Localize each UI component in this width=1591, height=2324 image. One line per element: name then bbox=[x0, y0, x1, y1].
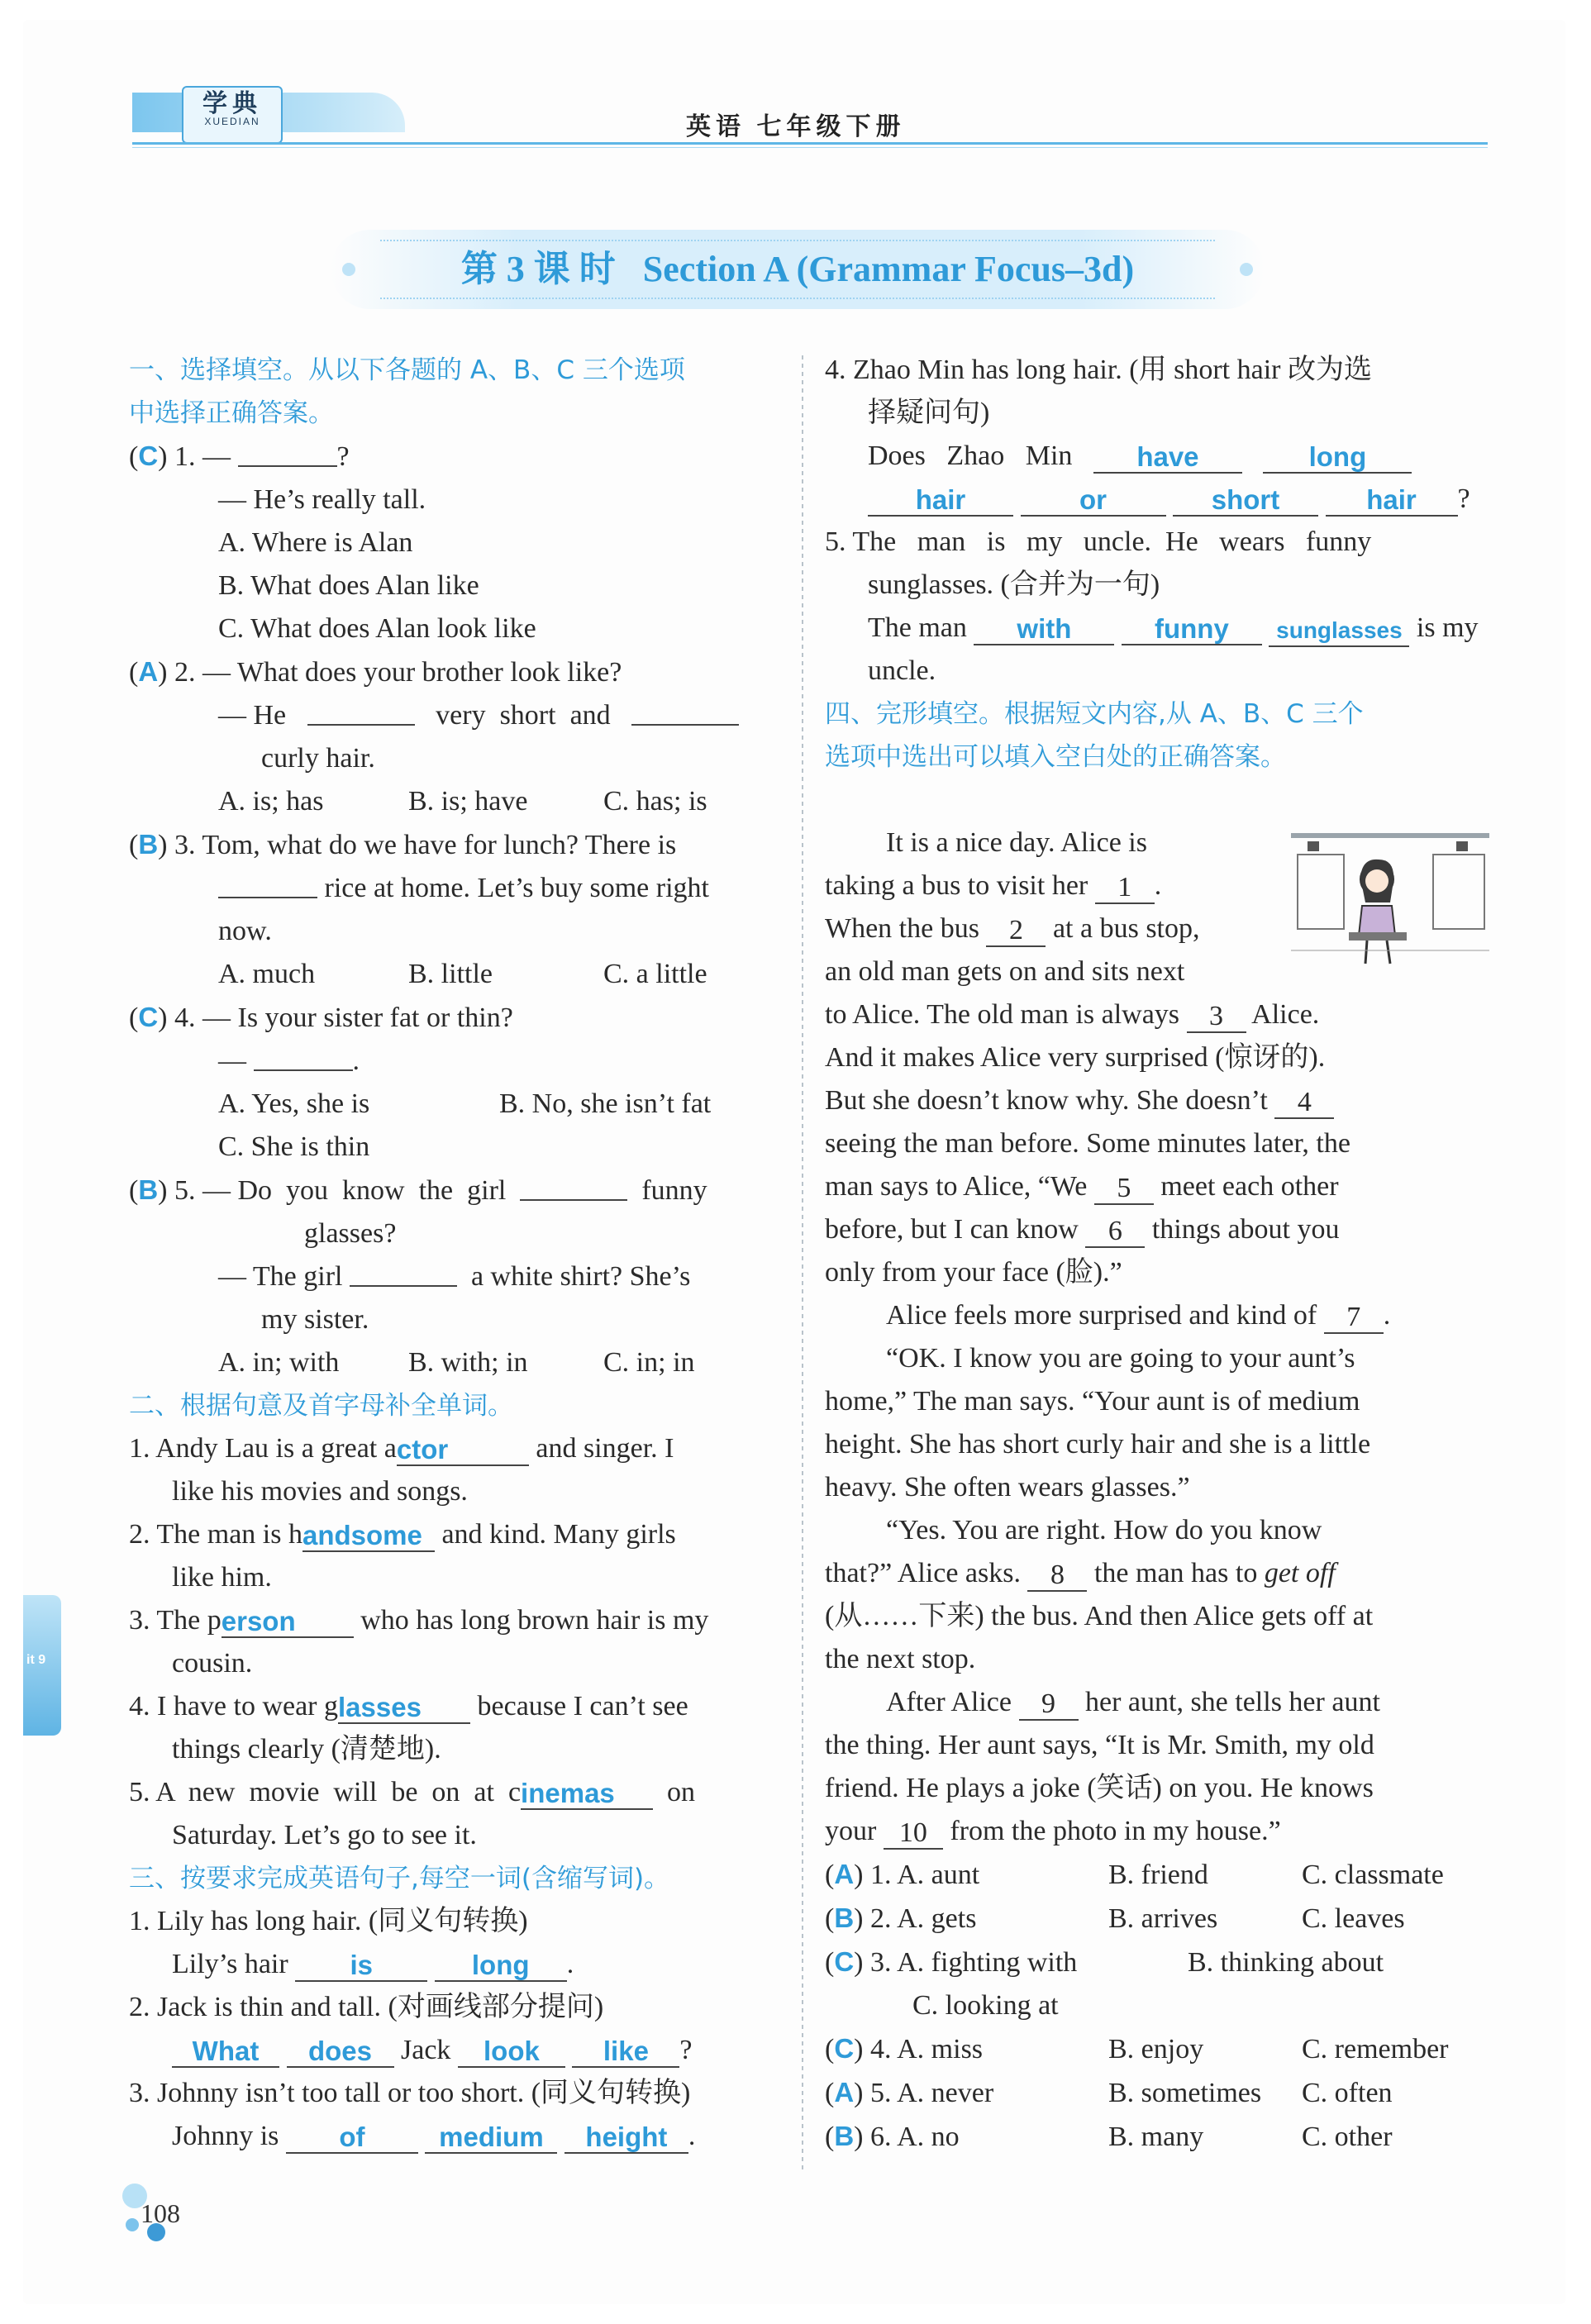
answer-blank[interactable]: like bbox=[572, 2036, 679, 2068]
answer-blank[interactable] bbox=[350, 1255, 457, 1287]
question-2: (A) 2. — What does your brother look like? bbox=[129, 656, 622, 688]
header-rule bbox=[132, 142, 1488, 145]
answer-blank[interactable] bbox=[238, 436, 337, 467]
answer-blank[interactable]: long bbox=[1263, 442, 1412, 474]
option-b: B. is; have bbox=[408, 786, 528, 817]
dot-decoration bbox=[342, 263, 355, 276]
option-c: C. What does Alan look like bbox=[218, 613, 536, 644]
cloze-blank[interactable]: 10 bbox=[884, 1818, 943, 1850]
option-a: A. in; with bbox=[218, 1347, 340, 1378]
bus-rail bbox=[1291, 833, 1489, 838]
cloze-blank[interactable]: 1 bbox=[1095, 873, 1155, 904]
answer-blank[interactable]: or bbox=[1021, 485, 1166, 517]
bus-passenger-illustration bbox=[1291, 826, 1489, 967]
answer-blank[interactable]: andsome bbox=[302, 1521, 435, 1552]
option-a: A. is; has bbox=[218, 786, 324, 817]
answer-blank[interactable] bbox=[631, 694, 739, 726]
rewrite-item-3: 3. Johnny isn’t too tall or too short. (同义句转换) bbox=[129, 2078, 691, 2108]
rewrite-item-4: 4. Zhao Min has long hair. (用 short hair 改为选 bbox=[825, 355, 1372, 385]
answer-blank[interactable] bbox=[307, 694, 415, 726]
unit-side-tab: it 9 bbox=[23, 1595, 61, 1736]
girl-legs bbox=[1365, 941, 1390, 964]
dialogue-reply: — He’s really tall. bbox=[218, 484, 426, 515]
answer-blank[interactable]: lasses bbox=[338, 1693, 470, 1724]
cloze-option-row: (B) 6. A. no B. many C. other bbox=[825, 2121, 1393, 2152]
answer-mark: C bbox=[138, 441, 159, 471]
cloze-options: (A) 1. A. aunt B. friend C. classmate (B) 2. A. gets B. arrives C. leaves (C) 3. A. fighting with B. thinking about C. looking at (C) 4. A. miss B. enjoy C. remember (A) 5. A. never B. sometimes C. often (B) 6. A. no B. many C. other bbox=[825, 1853, 1488, 2159]
answer-blank[interactable]: long bbox=[435, 1950, 567, 1982]
girl-body bbox=[1359, 906, 1395, 936]
bus-window bbox=[1433, 855, 1484, 929]
rewrite-item-2: 2. Jack is thin and tall. (对画线部分提问) bbox=[129, 1992, 604, 2022]
cloze-blank[interactable]: 9 bbox=[1019, 1689, 1079, 1721]
cloze-option-row: (B) 2. A. gets B. arrives C. leaves bbox=[825, 1903, 1405, 1934]
bubble-decoration bbox=[126, 2218, 139, 2231]
answer-mark: C bbox=[138, 1002, 159, 1032]
word-item-3: 3. The person who has long brown hair is my bbox=[129, 1605, 709, 1636]
option-b: B. No, she isn’t fat bbox=[499, 1088, 712, 1119]
answer-mark: B bbox=[138, 1174, 159, 1205]
question-5: (B) 5. — Do you know the girl funny bbox=[129, 1169, 790, 1212]
header-rule-thin bbox=[132, 147, 1488, 148]
answer-blank[interactable] bbox=[254, 1040, 353, 1071]
option-a: A. Yes, she is bbox=[218, 1088, 370, 1119]
answer-blank[interactable]: does bbox=[287, 2036, 394, 2068]
answer-blank[interactable]: What bbox=[172, 2036, 279, 2068]
cloze-blank[interactable]: 7 bbox=[1324, 1302, 1384, 1334]
question-1: (C) 1. — ? bbox=[129, 435, 790, 479]
answer-blank[interactable] bbox=[520, 1169, 627, 1201]
word-item-1: 1. Andy Lau is a great actor and singer. I bbox=[129, 1433, 674, 1464]
rewrite-item-5: 5. The man is my uncle. He wears funny bbox=[825, 526, 1372, 557]
bus-window bbox=[1298, 855, 1344, 929]
word-item-5: 5. A new movie will be on at cinemas on bbox=[129, 1777, 696, 1808]
cloze-passage: It is a nice day. Alice is taking a bus to visit her 1 . When the bus 2 at a bus stop, an old man gets on and sits next to Alice. The old man is always 3 Alice. And it makes Alice very surprised (惊讶的). But she doesn’t know why. She doesn’t 4 seeing the man before. Some minutes later, the man says to Alice, “We 5 meet each other before, but I can know 6 things about you only from your face (脸).” Alice feels more surprised and kind of 7 . “OK. I know you are going to your aunt’s home,” The man says. “Your aunt is of medium height. She has short curly hair and she is a little heavy. She often wears glasses.” “Yes. You are right. How do you know that?” Alice asks. 8 the man has to get off (从……下来) the bus. And then Alice gets off at the next stop. After Alice 9 her aunt, she tells her aunt the thing. Her aunt says, “It is Mr. Smith, my old friend. He plays a joke (笑话) on you. He knows your 10 from the photo in my house.” bbox=[825, 827, 1391, 1848]
cloze-blank[interactable]: 3 bbox=[1187, 1002, 1246, 1033]
option-b: B. little bbox=[408, 959, 493, 989]
cloze-option-row: (C) 3. A. fighting with B. thinking about bbox=[825, 1946, 1384, 1978]
answer-mark: B bbox=[834, 2121, 855, 2151]
section-2-heading: 二、根据句意及首字母补全单词。 bbox=[129, 1391, 513, 1421]
answer-blank[interactable]: hair bbox=[1326, 485, 1458, 517]
answer-mark: A bbox=[834, 2077, 855, 2107]
lesson-title: 第 3 课 时 Section A (Grammar Focus–3d) bbox=[380, 240, 1215, 299]
option-c: C. has; is bbox=[603, 786, 707, 817]
bus-seat bbox=[1349, 932, 1407, 941]
answer-blank[interactable]: look bbox=[458, 2036, 565, 2068]
answer-blank[interactable]: height bbox=[564, 2122, 688, 2154]
cloze-blank[interactable]: 2 bbox=[986, 916, 1046, 947]
lesson-title-banner bbox=[331, 230, 1265, 309]
answer-blank[interactable]: short bbox=[1173, 485, 1318, 517]
right-column: 4. Zhao Min has long hair. (用 short hair 改为选 择疑问句) Does Zhao Min have long hair or short hair ? 5. The man is my uncle. He wears funny sunglasses. (合并为一句) The man with funny sunglasses is my uncle. 四、完形填空。根据短文内容,从 A、B、C 三个 选项中选出可以填入空白处的正确答案。 It is a nice day. Alice is taking a bus to visit her 1 . When the bus 2 at a bus stop, an old man gets on and sits next to Alice. The old man is always 3 Alice. And it makes Alice very surprised (惊讶的). But she doesn’t know why. She doesn’t 4 seeing the man before. Some minutes later, the man says to Alice, “We 5 meet each other before, but I can know 6 things about you only from your face (脸).” Alice feels more surprised and kind of 7 . “OK. I know you are going to your aunt’s home,” The man says. “Your aunt is of medium height. She has short curly hair and she is a little heavy. She often wears glasses.” “Yes. You are right. How do you know that?” Alice asks. 8 the man has to get off (从……下来) the bus. And then Alice gets off at the next stop. After Alice 9 her aunt, she tells her aunt the thing. Her aunt says, “It is Mr. Smith, my old friend. He plays a joke (笑话) on you. He knows your 10 from the photo in my house.” (A) 1. A. aunt B. friend C. classmate (B) 2. A. gets B. arrives C. leaves (C) 3. A. fighting with B. thinking about C. looking at (C) 4. A. miss B. enjoy C. remember (A) 5. A. never B. sometimes C. often (B) 6. A. no B. many C. other bbox=[825, 349, 1488, 2159]
answer-blank[interactable]: erson bbox=[222, 1607, 354, 1638]
answer-blank[interactable]: ctor bbox=[397, 1435, 529, 1466]
question-3: (B) 3. Tom, what do we have for lunch? There is bbox=[129, 829, 677, 860]
cloze-blank[interactable]: 5 bbox=[1094, 1174, 1154, 1205]
option-c: C. in; in bbox=[603, 1347, 695, 1378]
answer-blank[interactable]: of bbox=[286, 2122, 418, 2154]
section-4-heading: 四、完形填空。根据短文内容,从 A、B、C 三个 选项中选出可以填入空白处的正确答案。 bbox=[825, 699, 1364, 772]
answer-mark: B bbox=[138, 829, 159, 860]
option-b: B. with; in bbox=[408, 1347, 528, 1378]
answer-blank[interactable]: is bbox=[295, 1950, 427, 1982]
answer-mark: A bbox=[138, 656, 159, 687]
cloze-blank[interactable]: 8 bbox=[1027, 1560, 1087, 1592]
rewrite-item-1: 1. Lily has long hair. (同义句转换) bbox=[129, 1906, 528, 1936]
column-divider bbox=[802, 355, 803, 2174]
cloze-blank[interactable]: 6 bbox=[1085, 1217, 1145, 1248]
option-a: A. Where is Alan bbox=[218, 527, 413, 558]
cloze-blank[interactable]: 4 bbox=[1274, 1088, 1334, 1119]
answer-mark: A bbox=[834, 1859, 855, 1889]
answer-blank[interactable]: with bbox=[974, 614, 1114, 645]
handle-icon bbox=[1456, 841, 1468, 851]
option-a: A. much bbox=[218, 959, 316, 989]
section-3-heading: 三、按要求完成英语句子,每空一词(含缩写词)。 bbox=[129, 1864, 670, 1893]
left-column: 一、选择填空。从以下各题的 A、B、C 三个选项 中选择正确答案。 (C) 1. — ? — He’s really tall. A. Where is Alan B. What does Alan like C. What does Alan look like (A) 2. — What does your brother look like? — He very short and curly hair. A. is; has B. is; have C. has; is (B) 3. Tom, what do we have for lunch? There is rice at home. Let’s buy some right now. A. much B. little C. a little (C) 4. — Is your sister fat or thin? — . A. Yes, she is B. No, she isn’t fat C. She is thin (B) 5. — Do you know the girl funny glasses? — The girl a white shirt? She’s my sister. A. in; with B. with; in C. in; in 二、根据句意及首字母补全单词。 1. Andy Lau is a great actor and singer. I like his movies and songs. 2. The man is handsome and kind. Many girls like him. 3. The person who has long brown hair is my cousin. 4. I have to wear glasses because I can’t see things clearly (清楚地). 5. A new movie will be on at cinemas on Saturday. Let’s go to see it. 三、按要求完成英语句子,每空一词(含缩写词)。 1. Lily has long hair. (同义句转换) Lily’s hair is long . 2. Jack is thin and tall. (对画线部分提问) What does Jack look like ? 3. Johnny isn’t too tall or too short. (同义句转换) Johnny is of medium height . bbox=[129, 349, 790, 2158]
girl-face bbox=[1365, 869, 1389, 893]
page-number: 108 bbox=[141, 2198, 180, 2228]
answer-blank[interactable]: inemas bbox=[521, 1779, 653, 1810]
option-c: C. She is thin bbox=[218, 1131, 370, 1162]
cloze-option-row: (C) 4. A. miss B. enjoy C. remember bbox=[825, 2033, 1449, 2064]
option-b: B. What does Alan like bbox=[218, 570, 479, 601]
answer-mark: C bbox=[834, 1946, 855, 1977]
question-4: (C) 4. — Is your sister fat or thin? bbox=[129, 1002, 513, 1033]
cloze-option-row: (A) 1. A. aunt B. friend C. classmate bbox=[825, 1859, 1444, 1890]
answer-blank[interactable] bbox=[218, 867, 317, 898]
cloze-option-row: (A) 5. A. never B. sometimes C. often bbox=[825, 2077, 1393, 2108]
answer-blank[interactable]: hair bbox=[868, 485, 1013, 517]
option-c: C. a little bbox=[603, 959, 707, 989]
handle-icon bbox=[1308, 841, 1319, 851]
answer-mark: B bbox=[834, 1903, 855, 1933]
answer-blank[interactable]: medium bbox=[425, 2122, 557, 2154]
answer-blank[interactable]: have bbox=[1093, 442, 1242, 474]
answer-mark: C bbox=[834, 2033, 855, 2064]
section-1-heading: 一、选择填空。从以下各题的 A、B、C 三个选项 中选择正确答案。 bbox=[129, 355, 685, 428]
word-item-4: 4. I have to wear glasses because I can’t see bbox=[129, 1691, 688, 1722]
answer-blank[interactable]: funny bbox=[1122, 614, 1262, 645]
dot-decoration bbox=[1240, 263, 1253, 276]
answer-blank[interactable]: sunglasses bbox=[1269, 616, 1409, 647]
publisher-logo: 学典 XUEDIAN bbox=[182, 86, 283, 144]
book-subject: 英语 七年级下册 bbox=[686, 113, 906, 140]
word-item-2: 2. The man is handsome and kind. Many girls bbox=[129, 1519, 676, 1550]
